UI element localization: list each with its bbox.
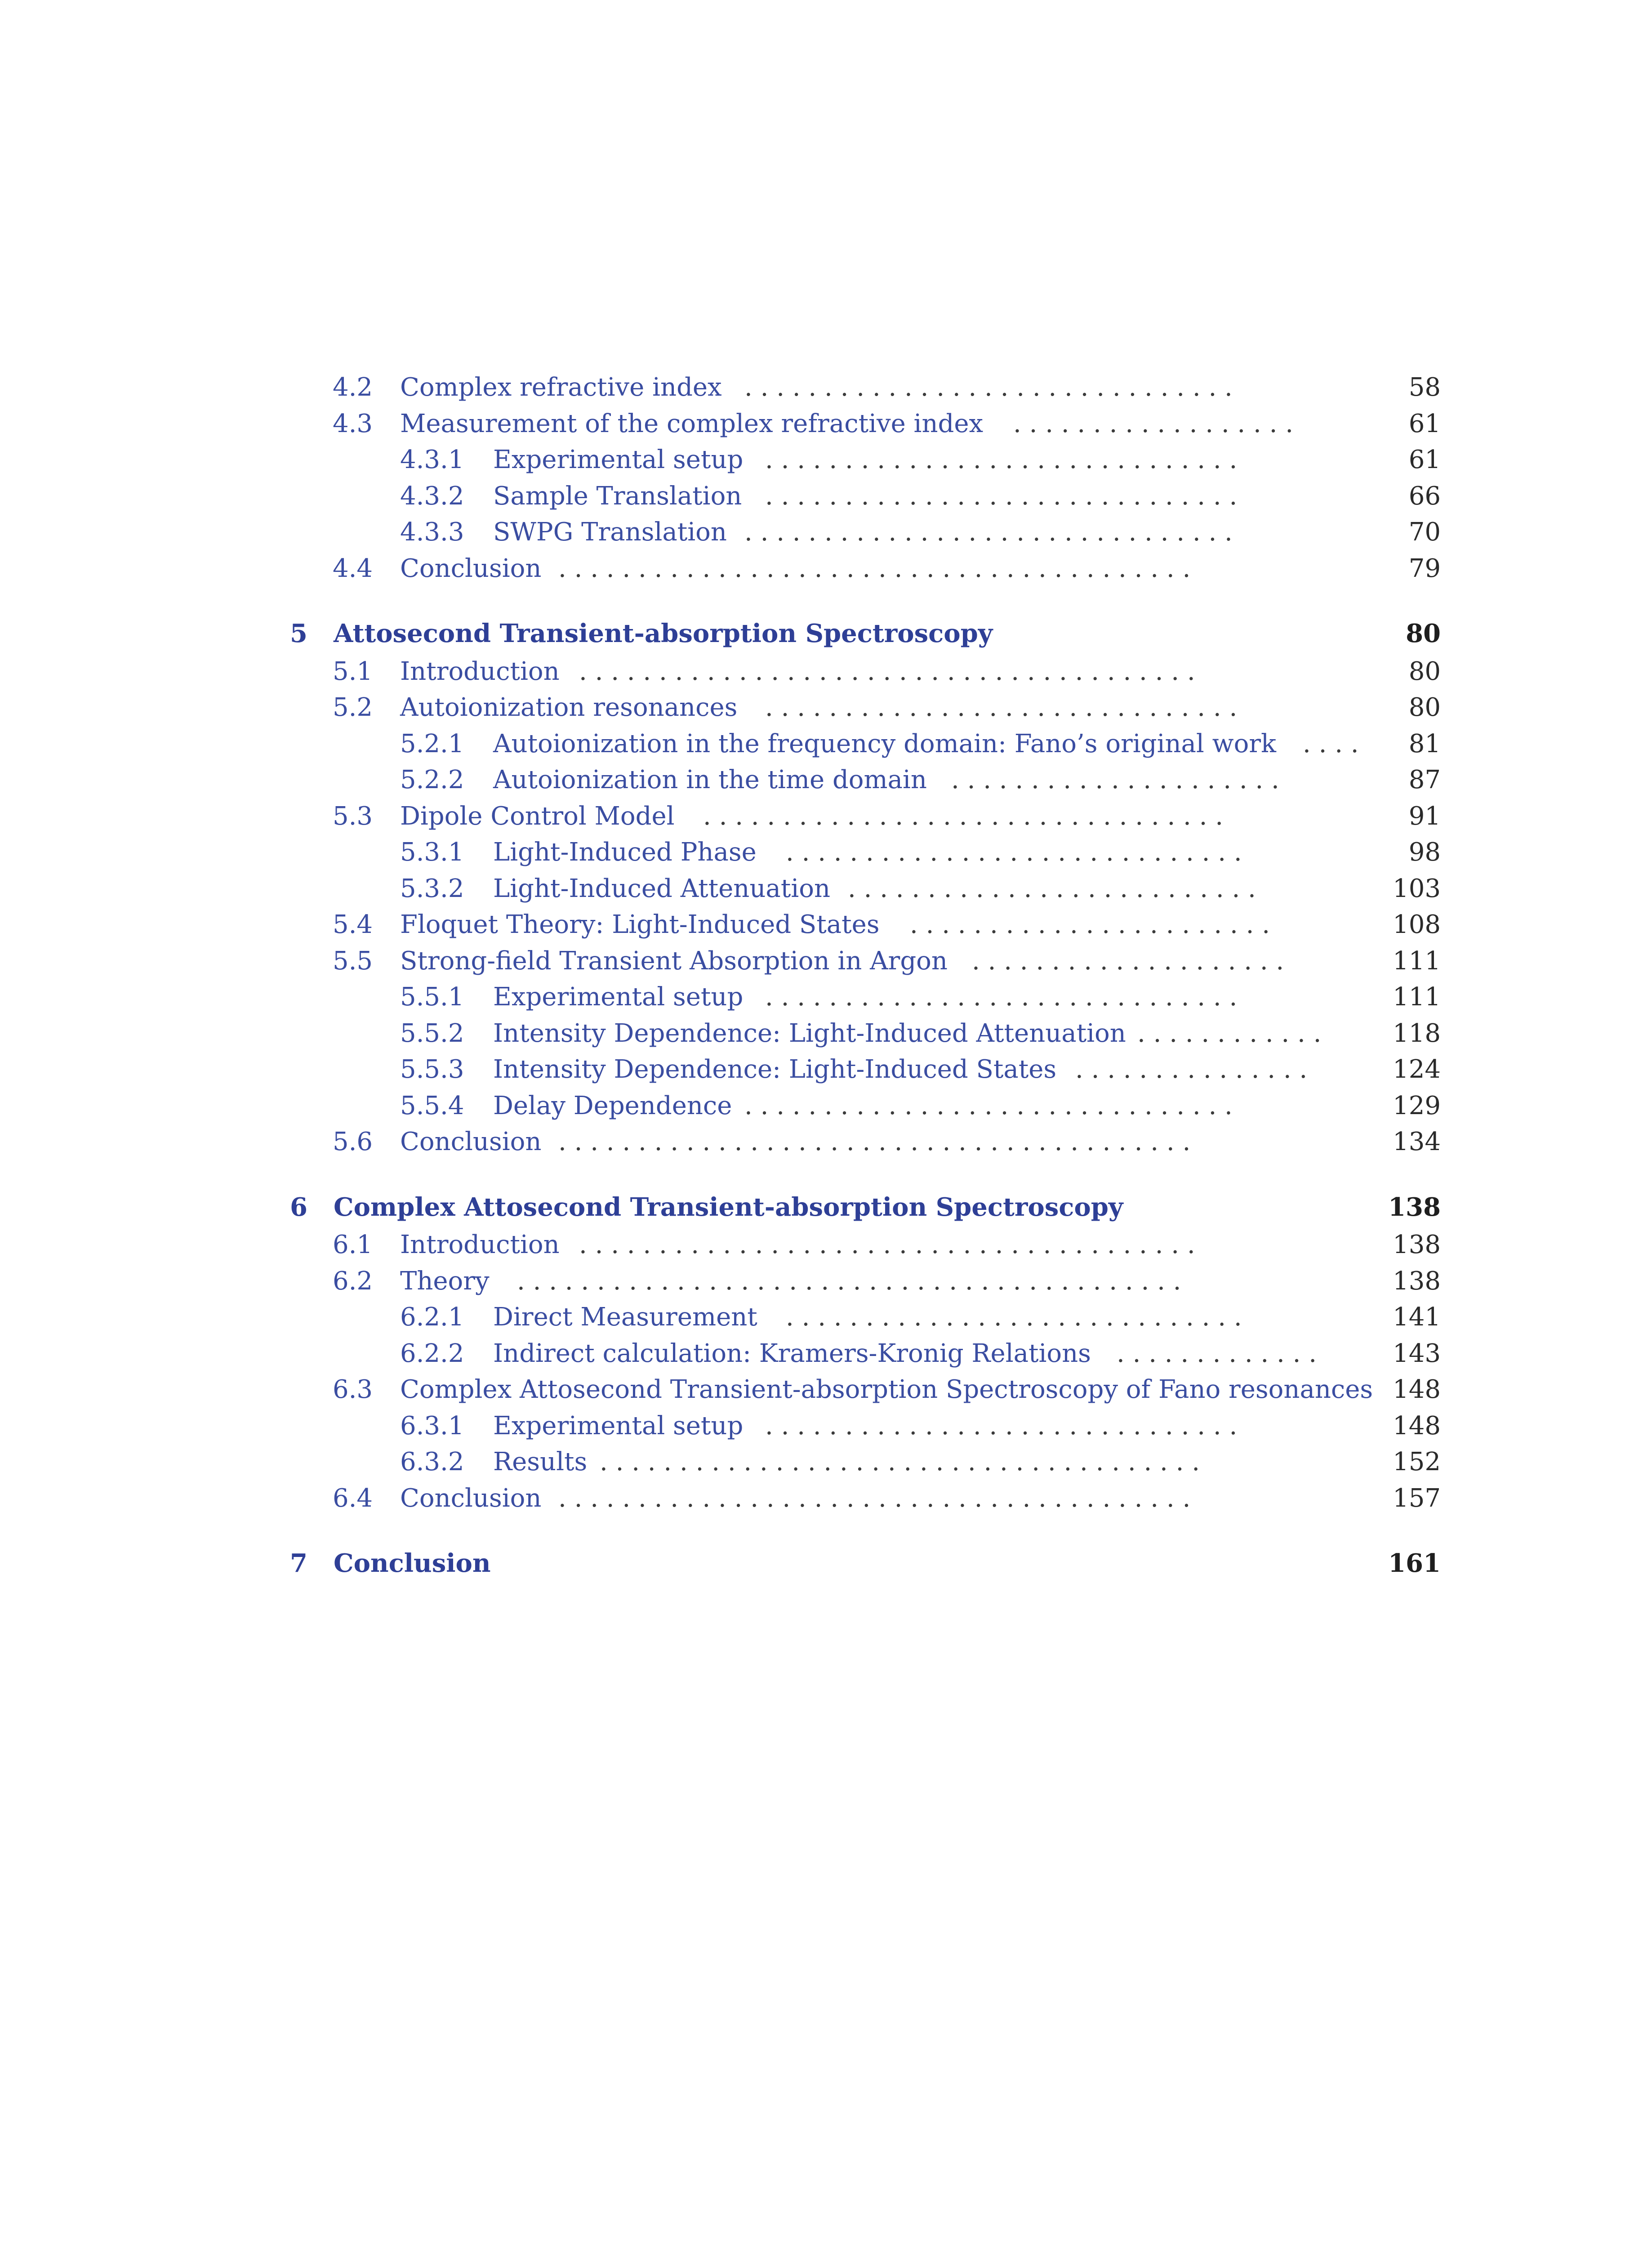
toc-entry-number: 6.3.2: [400, 1447, 464, 1476]
toc-section-entry[interactable]: [0, 406, 1441, 442]
toc-entry-page-number: 66: [1408, 482, 1441, 511]
toc-entry-number: 5.6: [333, 1127, 373, 1156]
toc-section-entry[interactable]: [0, 1481, 1441, 1517]
toc-section-entry[interactable]: [0, 1227, 1441, 1263]
toc-dot-leader: . . . . . . . . . . . . . . . . . .: [1013, 409, 1294, 438]
toc-dot-leader: . . . . . . . . . . . . . . . . . . . . . . . . . . . . . . .: [744, 373, 1233, 402]
toc-section-entry[interactable]: [0, 478, 1441, 514]
toc-entry-title[interactable]: Light-Induced Attenuation: [493, 874, 831, 903]
toc-entry-title[interactable]: Direct Measurement: [493, 1302, 757, 1332]
toc-section-entry[interactable]: [0, 834, 1441, 870]
toc-entry-title[interactable]: Strong-field Transient Absorption in Argon: [400, 946, 948, 976]
toc-entry-title[interactable]: Autoionization in the frequency domain: Fano’s original work: [493, 729, 1276, 758]
toc-dot-leader: . . . . . . . . . . . . . . . . . . . .: [972, 946, 1284, 976]
toc-entry-page-number: 87: [1408, 765, 1441, 794]
toc-section-entry[interactable]: [0, 1299, 1441, 1335]
toc-entry-title[interactable]: Experimental setup: [493, 445, 744, 474]
toc-dot-leader: . . . . . . . . . . . . . . . . . . . . . . . . . . . . . .: [765, 693, 1238, 722]
toc-entry-page-number: 141: [1393, 1302, 1441, 1332]
toc-entry-page-number: 103: [1393, 874, 1441, 903]
toc-section-entry[interactable]: [0, 551, 1441, 587]
toc-section-entry[interactable]: [0, 798, 1441, 834]
toc-entry-number: 6.2: [333, 1267, 373, 1296]
toc-dot-leader: . . . . . . . . . . . . . . . . . . . . . . . . . . . . .: [786, 838, 1242, 867]
toc-entry-page-number: 81: [1408, 729, 1441, 758]
toc-entry-number: 5.4: [333, 910, 373, 939]
toc-entry-number: 5.3.1: [400, 838, 464, 867]
toc-dot-leader: . . . . . . . . . . . . . . . . . . . . . . . . . . . . . .: [765, 482, 1238, 511]
toc-dot-leader: . . . . . . . . . . . . . . .: [1075, 1055, 1308, 1084]
toc-entry-page-number: 70: [1408, 517, 1441, 547]
toc-entry-title[interactable]: Conclusion: [400, 1484, 542, 1513]
toc-dot-leader: . . . . . . . . . . . . . . . . . . . . . . . . . . . . . . . . .: [703, 802, 1224, 831]
toc-section-entry[interactable]: [0, 907, 1441, 943]
toc-dot-leader: . . . . . . . . . . . . . . . . . . . . . . . . . . . . . . .: [744, 517, 1233, 547]
toc-entry-number: 6.2.1: [400, 1302, 464, 1332]
toc-dot-leader: . . . . . . . . . . . . . . . . . . . . . . . . . . . . . . . . . . . . . . . .: [558, 1484, 1191, 1513]
toc-dot-leader: . . . . . . . . . . . .: [1137, 1019, 1322, 1048]
toc-entry-title[interactable]: Measurement of the complex refractive index: [400, 409, 984, 438]
toc-dot-leader: . . . . . . . . . . . . . . . . . . . . . . . . . . . . . . . . . . . . . . . . . .: [517, 1267, 1181, 1296]
toc-section-entry[interactable]: [0, 514, 1441, 550]
toc-section-entry[interactable]: [0, 1052, 1441, 1088]
toc-entry-number: 6.3.1: [400, 1411, 464, 1441]
toc-entry-number: 5.1: [333, 657, 373, 686]
toc-entry-number: 4.3.1: [400, 445, 464, 474]
toc-dot-leader: . . . . . . . . . . . . . . . . . . . . . . . . . . . . . . . . . . . . . . .: [579, 1230, 1195, 1259]
toc-entry-page-number: 80: [1408, 657, 1441, 686]
toc-entry-number: 5.5.4: [400, 1091, 464, 1120]
toc-dot-leader: . . . . . . . . . . . . . . . . . . . . . . . . . . . . . . . . . . . . . .: [600, 1447, 1200, 1476]
toc-entry-title[interactable]: Experimental setup: [493, 982, 744, 1012]
toc-entry-page-number: 108: [1393, 910, 1441, 939]
toc-entry-number: 6.1: [333, 1230, 373, 1259]
toc-entry-page-number: 80: [1408, 693, 1441, 722]
toc-entry-number: 5.2: [333, 693, 373, 722]
toc-dot-leader: . . . . . . . . . . . . .: [1117, 1339, 1317, 1368]
toc-dot-leader: . . . . . . . . . . . . . . . . . . . . . . . . . . . . . . . . . . . . . . . .: [558, 1127, 1191, 1156]
toc-dot-leader: . . . . . . . . . . . . . . . . . . . . . . . . . .: [848, 874, 1256, 903]
toc-entry-number: 5.5: [333, 946, 373, 976]
toc-entry-number: 4.3: [333, 409, 373, 438]
toc-chapter-entry[interactable]: [0, 616, 1441, 651]
toc-entry-number: 4.3.3: [400, 517, 464, 547]
toc-section-entry[interactable]: [0, 370, 1441, 406]
toc-section-entry[interactable]: [0, 979, 1441, 1015]
toc-dot-leader: . . . . . . . . . . . . . . . . . . . . . . . . . . . . . .: [765, 982, 1238, 1012]
toc-entry-title[interactable]: Light-Induced Phase: [493, 838, 757, 867]
toc-section-entry[interactable]: [0, 442, 1441, 478]
toc-entry-title[interactable]: Complex refractive index: [400, 373, 722, 402]
toc-entry-page-number: 79: [1408, 554, 1441, 583]
toc-section-entry[interactable]: [0, 1408, 1441, 1444]
toc-entry-page-number: 58: [1408, 373, 1441, 402]
toc-entry-page-number: 118: [1393, 1019, 1441, 1048]
toc-section-entry[interactable]: [0, 1336, 1441, 1372]
toc-entry-title[interactable]: Conclusion: [400, 554, 542, 583]
toc-entry-number: 5.3: [333, 802, 373, 831]
toc-entry-number: 7: [290, 1548, 307, 1578]
toc-entry-page-number: 148: [1393, 1375, 1441, 1404]
toc-chapter-entry[interactable]: [0, 1189, 1441, 1225]
toc-entry-page-number: 152: [1393, 1447, 1441, 1476]
toc-entry-number: 4.3.2: [400, 482, 464, 511]
toc-entry-number: 6.2.2: [400, 1339, 464, 1368]
toc-entry-page-number: 124: [1393, 1055, 1441, 1084]
toc-entry-page-number: 98: [1408, 838, 1441, 867]
toc-entry-page-number: 138: [1388, 1192, 1441, 1222]
toc-section-entry[interactable]: [0, 1124, 1441, 1160]
toc-dot-leader: . . . . . . . . . . . . . . . . . . . . .: [951, 765, 1279, 794]
toc-entry-page-number: 148: [1393, 1411, 1441, 1441]
toc-section-entry[interactable]: [0, 1016, 1441, 1052]
toc-entry-title[interactable]: Complex Attosecond Transient-absorption Spectroscopy of Fano resonances: [400, 1375, 1373, 1404]
toc-entry-title[interactable]: Intensity Dependence: Light-Induced Attenuation: [493, 1019, 1126, 1048]
toc-section-entry[interactable]: [0, 943, 1441, 979]
toc-entry-title[interactable]: Autoionization resonances: [400, 693, 738, 722]
toc-entry-title[interactable]: Conclusion: [400, 1127, 542, 1156]
toc-entry-number: 5.5.1: [400, 982, 464, 1012]
toc-entry-title[interactable]: Experimental setup: [493, 1411, 744, 1441]
toc-entry-number: 6.3: [333, 1375, 373, 1404]
toc-entry-title[interactable]: SWPG Translation: [493, 517, 727, 547]
toc-dot-leader: . . . . . . . . . . . . . . . . . . . . . . . . . . . . . . . . . . . . . . . .: [558, 554, 1191, 583]
toc-entry-title[interactable]: Results: [493, 1447, 588, 1476]
toc-section-entry[interactable]: [0, 1263, 1441, 1299]
toc-entry-page-number: 138: [1393, 1230, 1441, 1259]
toc-section-entry[interactable]: [0, 726, 1441, 762]
toc-entry-number: 6.4: [333, 1484, 373, 1513]
toc-entry-page-number: 61: [1408, 409, 1441, 438]
toc-section-entry[interactable]: [0, 1444, 1441, 1480]
toc-entry-title[interactable]: Sample Translation: [493, 482, 742, 511]
toc-entry-page-number: 161: [1388, 1548, 1441, 1578]
toc-entry-title[interactable]: Autoionization in the time domain: [493, 765, 927, 794]
toc-entry-title[interactable]: Delay Dependence: [493, 1091, 732, 1120]
toc-entry-title[interactable]: Floquet Theory: Light-Induced States: [400, 910, 880, 939]
toc-entry-title[interactable]: Conclusion: [334, 1548, 491, 1578]
toc-section-entry[interactable]: [0, 654, 1441, 690]
toc-entry-title[interactable]: Dipole Control Model: [400, 802, 675, 831]
toc-entry-page-number: 61: [1408, 445, 1441, 474]
toc-entry-page-number: 129: [1393, 1091, 1441, 1120]
toc-dot-leader: . . . . . . . . . . . . . . . . . . . . . . . . . . . . . .: [765, 1411, 1238, 1441]
toc-dot-leader: . . . . . . . . . . . . . . . . . . . . . . . . . . . . . . . . . . . . . . .: [579, 657, 1195, 686]
toc-entry-number: 6: [290, 1192, 307, 1222]
toc-entry-title[interactable]: Indirect calculation: Kramers-Kronig Relations: [493, 1339, 1091, 1368]
toc-entry-number: 5: [290, 619, 307, 648]
toc-entry-title[interactable]: Theory: [400, 1267, 490, 1296]
toc-section-entry[interactable]: [0, 762, 1441, 798]
toc-entry-title[interactable]: Complex Attosecond Transient-absorption Spectroscopy: [334, 1192, 1123, 1222]
toc-entry-number: 5.5.2: [400, 1019, 464, 1048]
toc-entry-page-number: 157: [1393, 1484, 1441, 1513]
toc-section-entry[interactable]: [0, 871, 1441, 907]
toc-entry-page-number: 80: [1406, 619, 1441, 648]
toc-entry-number: 5.5.3: [400, 1055, 464, 1084]
toc-entry-number: 5.2.2: [400, 765, 464, 794]
toc-entry-page-number: 111: [1393, 946, 1441, 976]
toc-entry-number: 4.4: [333, 554, 373, 583]
toc-entry-page-number: 143: [1393, 1339, 1441, 1368]
toc-dot-leader: . . . . . . . . . . . . . . . . . . . . . . . . . . . . .: [786, 1302, 1242, 1332]
toc-entry-page-number: 111: [1393, 982, 1441, 1012]
toc-entry-page-number: 138: [1393, 1267, 1441, 1296]
toc-entry-number: 4.2: [333, 373, 373, 402]
toc-dot-leader: . . . . . . . . . . . . . . . . . . . . . . .: [910, 910, 1270, 939]
toc-entry-title[interactable]: Attosecond Transient-absorption Spectroscopy: [334, 619, 993, 648]
toc-entry-title[interactable]: Intensity Dependence: Light-Induced States: [493, 1055, 1057, 1084]
toc-dot-leader: . . . . . . . . . . . . . . . . . . . . . . . . . . . . . . .: [744, 1091, 1233, 1120]
toc-entry-number: 5.3.2: [400, 874, 464, 903]
toc-entry-title[interactable]: Introduction: [400, 1230, 560, 1259]
toc-section-entry[interactable]: [0, 1088, 1441, 1124]
toc-entry-title[interactable]: Introduction: [400, 657, 560, 686]
toc-entry-number: 5.2.1: [400, 729, 464, 758]
toc-section-entry[interactable]: [0, 690, 1441, 726]
toc-dot-leader: . . . . . . . . . . . . . . . . . . . . . . . . . . . . . .: [765, 445, 1238, 474]
toc-dot-leader: . . . .: [1303, 729, 1359, 758]
toc-entry-page-number: 91: [1408, 802, 1441, 831]
toc-entry-page-number: 134: [1393, 1127, 1441, 1156]
toc-chapter-entry[interactable]: [0, 1545, 1441, 1581]
toc-section-entry[interactable]: [0, 1372, 1441, 1408]
